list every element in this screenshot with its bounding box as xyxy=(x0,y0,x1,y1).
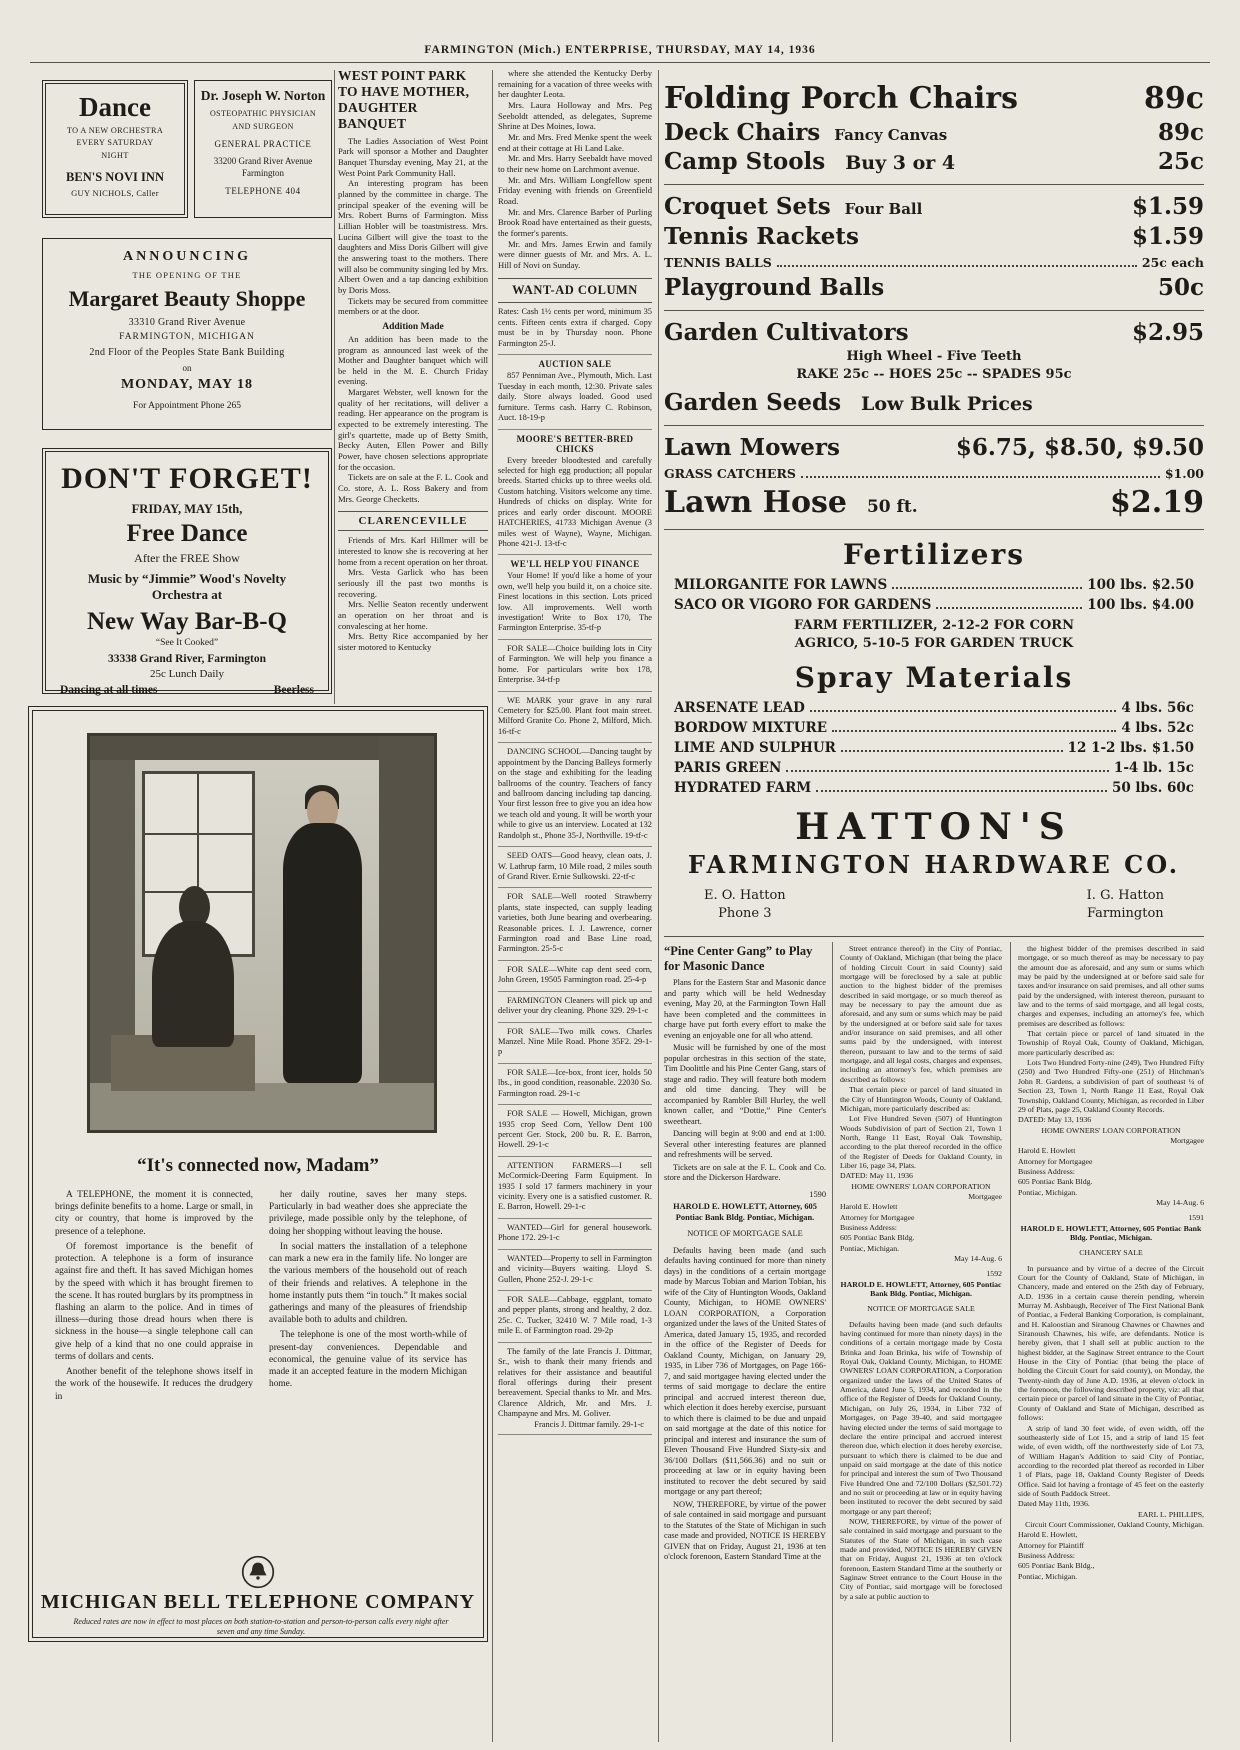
hardware-row xyxy=(664,388,1204,418)
legal-paragraph: Attorney for Plaintiff xyxy=(1018,1540,1085,1550)
store-city: Farmington xyxy=(1086,906,1164,922)
legal-column-b xyxy=(840,944,1002,1744)
item-name: Deck Chairs xyxy=(664,118,821,146)
article-paragraph: Mr. and Mrs. William Longfellow spent Friday evening with friends on Greenfield Road. xyxy=(498,174,652,206)
item-price: 25c each xyxy=(1141,255,1204,271)
legal-paragraph: 605 Pontiac Bank Bldg., xyxy=(1018,1561,1095,1571)
want-ad-signature: Francis J. Dittmar family. 29-1-c xyxy=(534,1419,644,1429)
article-paragraph: Tickets are on sale at the F. L. Cook and Co. store, A. L. Ross Bakery and from Mrs. George Checketts. xyxy=(338,472,488,504)
legal-paragraph: 605 Pontiac Bank Bldg. xyxy=(1018,1177,1093,1187)
want-ad xyxy=(498,640,652,692)
item-name: Folding Porch Chairs xyxy=(664,81,1018,116)
want-ad-head: MOORE'S BETTER-BRED CHICKS xyxy=(516,433,634,454)
bell-ad-column-1 xyxy=(55,1189,253,1406)
article-headline: WEST POINT PARK TO HAVE MOTHER, DAUGHTER BANQUET xyxy=(338,68,470,131)
legal-paragraph: Harold E. Howlett xyxy=(840,1202,898,1212)
legal-paragraph: Harold E. Howlett xyxy=(1018,1146,1076,1156)
dont-forget-event: Free Dance xyxy=(126,520,248,547)
legal-paragraph: Lot Five Hundred Seven (507) of Huntington Woods Subdivision of part of Section 21, Town 1 North, Range 11 East, Royal Oak Township, according to the plat thereof recorded in the office of the Register of Deeds for Oakland County, in Liber 16, page 34, Plats. xyxy=(840,1114,1002,1170)
article-paragraph: Dancing will begin at 9:00 and end at 1:00. Several other interesting features are planned and refreshments will be served. xyxy=(664,1129,826,1159)
article-paragraph: The Ladies Association of West Point Park will sponsor a Mother and Daughter Banquet Thursday evening, May 21, at the West Point Park Community Hall. xyxy=(338,135,488,178)
want-ad-text: Every breeder bloodtested and carefully selected for high egg production; all popular breeds. Started chicks up to three weeks old. Custom hatching. Visitors welcome any time. Hundreds of chicks on display. Write for prices and early order discount. MOORE HATCHERIES, 41733 Michigan Avenue (3 miles west of Wayne), Wayne, Michigan. Phone 421-J. 13-tf-c xyxy=(498,455,652,548)
want-ad-head: AUCTION SALE xyxy=(538,359,612,370)
article-paragraph: Mr. and Mrs. James Erwin and family were dinner guests of Mr. and Mrs. A. L. Hill of Novi on Sunday. xyxy=(498,238,652,270)
item-name: Lawn Mowers xyxy=(664,434,840,462)
column-rule xyxy=(832,942,833,1742)
ad-illustration xyxy=(87,733,437,1133)
masthead-rule xyxy=(30,62,1210,63)
legal-paragraph: Attorney for Mortgagee xyxy=(840,1212,915,1222)
legal-paragraph: Mortgagee xyxy=(968,1191,1002,1201)
item-price: 89c xyxy=(1143,81,1204,116)
norton-phone: TELEPHONE 404 xyxy=(225,186,301,197)
dance-ad-title: Dance xyxy=(79,92,151,122)
want-ad-text: FOR SALE—Ice-box, front icer, holds 50 lbs., in good condition, reasonable. 22030 So. Farmington road. 29-1-c xyxy=(498,1067,652,1098)
legal-paragraph: Business Address: xyxy=(1018,1166,1075,1176)
beauty-name: Margaret Beauty Shoppe xyxy=(68,286,306,311)
bell-fine-print: Reduced rates are now in effect to most places on both station-to-station and person-to-person calls every night after seven and any time Sunday. xyxy=(73,1617,449,1637)
legal-paragraph: In pursuance and by virtue of a decree of the Circuit Court for the County of Oakland, State of Michigan, in Chancery, made and entered on the 25th day of February, A.D. 1936 in a certain cause therein pending, wherein Murray M. Ashbaugh, Receiver of The First National Bank of Pontiac, a Federal Banking Corporation, is complainant, and H. Kaloostian and Siranoug Chawnes or Chawnes and Siranoush Chawnes, his wife, are defendants. Notice is hereby given, that I shall sell at public auction to the highest bidder, at the Saginaw Street entrance to the Court House in the City of Pontiac (that being the place of holding the Circuit Court for said county), on Monday, the Twenty-ninth day of June A.D. 1936, at eleven o'clock in the forenoon, the following described property, viz: all that certain piece or parcel of land situate in the City of Pontiac, County of Oakland and State of Michigan, described as follows: xyxy=(1018,1263,1204,1423)
legal-paragraph: HAROLD E. HOWLETT, Attorney, 605 Pontiac Bank Bldg. Pontiac, Michigan. xyxy=(1020,1223,1202,1242)
article-paragraph: An addition has been made to the program as announced last week of the Mother and Daughter banquet which will be held in the M. E. Church Friday evening. xyxy=(338,333,488,387)
dont-forget-date: FRIDAY, MAY 15th, xyxy=(131,502,243,516)
item-price: 4 lbs. 56c xyxy=(1121,699,1194,716)
legal-paragraph: HAROLD E. HOWLETT, Attorney, 605 Pontiac Bank Bldg. Pontiac, Michigan. xyxy=(673,1202,817,1222)
article-paragraph: Friends of Mrs. Karl Hillmer will be interested to know she is recovering at her home from a recent operation on her throat. xyxy=(338,535,488,567)
item-name: MILORGANITE FOR LAWNS xyxy=(674,576,888,593)
dance-ad-caller: GUY NICHOLS, Caller xyxy=(71,187,159,198)
legal-paragraph: A strip of land 30 feet wide, of even width, off the southeasterly side of Lot 15, and a strip of land 15 feet wide, of even width, off the northwesterly side of Lot 73, of William Hagan's Addition to said City of Pontiac, according to the recorded plat thereof as recorded in Liber 1 of Plats, page 18, Oakland County Register of Deeds Office. Said lot having a frontage of 45 feet on the easterly side of South Paddock Street. xyxy=(1018,1423,1204,1498)
item-price: 100 lbs. $4.00 xyxy=(1087,596,1194,613)
item-note: Four Ball xyxy=(844,200,923,219)
bell-ad-paragraph: Of foremost importance is the benefit of protection. A telephone is a form of insurance against fire and theft. It has saved Michigan homes by the speed with which it has brought firemen to the scene. It has routed burglars by its promptness in flashing an alarm to the police. And in times of illness—during those dread hours when there is sickness in the house—a single telephone call can give help of a kind that no one could appraise in terms of dollars and cents. xyxy=(55,1241,253,1362)
want-ad-text: ATTENTION FARMERS—I sell McCormick-Deering Farm Equipment. In 1935 I sold 17 farmers machinery in your vicinity. Every one is a satisfied customer. R. E. Barron, Howell. 29-1-c xyxy=(498,1160,652,1212)
hardware-row xyxy=(674,760,1194,776)
want-ad-text: WANTED—Property to sell in Farmington and vicinity—Buyers waiting. Lloyd S. Gullen, Phone 252-J. 29-1-c xyxy=(498,1253,652,1284)
section-rule xyxy=(664,936,1204,937)
item-price: $1.59 xyxy=(1131,193,1204,221)
spray-list xyxy=(664,700,1204,796)
dance-ad-subtitle: TO A NEW ORCHESTRA EVERY SATURDAY NIGHT xyxy=(66,126,164,160)
legal-paragraph: May 14-Aug. 6 xyxy=(1156,1197,1204,1207)
column-rule xyxy=(334,70,335,704)
item-price: $1.00 xyxy=(1164,466,1204,481)
legal-paragraph: Harold E. Howlett, xyxy=(1018,1530,1078,1540)
store-contact-right xyxy=(1087,887,1164,923)
column-rule xyxy=(492,70,493,1742)
beauty-date: MONDAY, MAY 18 xyxy=(120,377,254,392)
want-ad xyxy=(498,555,652,640)
ad-rule xyxy=(664,529,1204,530)
dont-forget-address: 33338 Grand River, Farmington xyxy=(107,652,267,665)
ad-rule xyxy=(664,425,1204,426)
legal-paragraph: HAROLD E. HOWLETT, Attorney, 605 Pontiac Bank Bldg. Pontiac, Michigan. xyxy=(840,1279,1002,1299)
hardware-row xyxy=(664,147,1204,177)
want-ad xyxy=(498,743,652,847)
legal-paragraph: NOTICE OF MORTGAGE SALE xyxy=(867,1304,975,1314)
legal-paragraph: HOME OWNERS' LOAN CORPORATION xyxy=(851,1181,991,1191)
want-ad-text: FOR SALE—Cabbage, eggplant, tomato and pepper plants, strong and healthy, 2 doz. 25c. C. Tucker, 32410 W. 7 Mile road, 1-3 mile E. of Farmington road. 29-2p xyxy=(498,1295,652,1336)
store-contact-left xyxy=(704,887,786,923)
item-note: Buy 3 or 4 xyxy=(845,152,956,175)
legal-paragraph: the highest bidder of the premises described in said mortgage, or so much thereof as may be necessary to pay the amount due as aforesaid, and any sum or sums which may be paid by the undersigned at or before said sale for taxes and/or insurance on said premises, and all other sums paid by the undersigned, with interest thereon, pursuant to law and to the terms of said mortgage, and all legal costs, charges and expenses, including an attorney's fee, which premises are described as follows: xyxy=(1018,944,1204,1028)
legal-notice xyxy=(1018,944,1204,1581)
legal-paragraph: Pontiac, Michigan. xyxy=(1018,1571,1078,1581)
beauty-phone: For Appointment Phone 265 xyxy=(133,401,241,411)
beauty-on: on xyxy=(182,363,192,373)
dont-forget-venue: New Way Bar-B-Q xyxy=(87,607,287,635)
beauty-opening: THE OPENING OF THE xyxy=(132,270,242,280)
bell-ad-paragraph: her daily routine, saves her many steps. Particularly in bad weather does she appreciate the privilege, made possible only by the telephone, of doing her shopping without leaving the house. xyxy=(269,1190,467,1237)
hardware-row xyxy=(674,577,1194,593)
column-rule xyxy=(1010,942,1011,1742)
masonic-body xyxy=(664,978,826,1184)
legal-paragraph: Pontiac, Michigan. xyxy=(840,1243,900,1253)
want-ad xyxy=(498,1291,652,1343)
article-paragraph: Tickets may be secured from committee members or at the door. xyxy=(338,295,488,317)
clarenceville-header: CLARENCEVILLE xyxy=(338,511,488,531)
ad-rule xyxy=(664,310,1204,311)
bell-telephone-ad xyxy=(28,706,488,1642)
hardware-row xyxy=(664,273,1204,303)
dotted-leader xyxy=(832,730,1116,732)
want-ad-text: The family of the late Francis J. Dittmar, Sr., wish to thank their many friends and relatives for their assistance and beautiful floral offerings during their present bereavement. Special thanks to Mr. and Mrs. Clarence Aldrich, Mr. and Mrs. J. Champayne and Mrs. M. Goliver. xyxy=(498,1346,652,1419)
article-paragraph: Music will be furnished by one of the most popular orchestras in this section of the state, Tim Doolittle and his Pine Center Gang, stars of stage and radio. They will feature both modern and old time dancing. They will be accompanied by Rambler Bill Hurley, the well known caller, and “Dottie,” Pine Center's sweetheart. xyxy=(664,1043,826,1126)
legal-paragraph: NOW, THEREFORE, by virtue of the power of sale contained in said mortgage and pursuant to the Statutes of the State of Michigan in such case made and provided, NOTICE IS HEREBY GIVEN that on Friday, August 21, 1936 at ten o'clock forenoon, Eastern Standard Time at the xyxy=(664,1499,826,1561)
want-ad xyxy=(498,1105,652,1157)
want-ad-head: WE'LL HELP YOU FINANCE xyxy=(510,559,640,570)
legal-paragraph: Defaults having been made (and such defaults having continued for more than ninety days) in the conditions of a certain mortgage made by Costa Brinka and Joan Brinka, his wife of Township of Royal Oak, Oakland County, Michigan, to HOME OWNERS' LOAN CORPORATION, a Corporation organized under the laws of the United States of America, dated June 5, 1934, and recorded in the office of the Register of Deeds for Oakland County, Michigan, on July 26, 1934, in Liber 732 of Mortgages, on Page 39-40, and said mortgagee having elected under the terms of said mortgage to declare the entire principal and accrued interest thereon due, which election it does hereby exercise, pursuant to which there is claimed to be due and unpaid on said mortgage at the date of this notice for principal and interest the sum of Two Thousand Five Hundred One and 72/100 Dollars ($2,501.72) and no suit or proceeding at law or in equity having been instituted to recover the debt secured by said mortgage or any part thereof; xyxy=(840,1319,1002,1516)
legal-paragraph: NOTICE OF MORTGAGE SALE xyxy=(687,1229,803,1238)
legal-paragraph: Attorney for Mortgagee xyxy=(1018,1156,1093,1166)
illustration-man xyxy=(152,921,235,1047)
legal-paragraph: May 14-Aug. 6 xyxy=(954,1254,1002,1263)
fertilizers-header: Fertilizers xyxy=(843,537,1025,571)
want-ad xyxy=(498,355,652,429)
want-ad-text: FOR SALE—White cap dent seed corn, John Green, 19505 Farmington road. 25-4-p xyxy=(498,964,652,985)
item-subnote: RAKE 25c -- HOES 25c -- SPADES 95c xyxy=(796,367,1072,383)
legal-paragraph: CHANCERY SALE xyxy=(1079,1248,1143,1258)
beauty-city: FARMINGTON, MICHIGAN xyxy=(119,332,255,342)
want-ad xyxy=(498,692,652,744)
bell-ad-paragraph: Another benefit of the telephone shows itself in the work of the housewife. It reduces the drudgery in xyxy=(55,1367,253,1402)
hardware-row xyxy=(664,255,1204,270)
item-price: 50c xyxy=(1157,274,1204,302)
norton-name: Dr. Joseph W. Norton xyxy=(200,88,326,103)
legal-notice xyxy=(840,944,1002,1601)
dont-forget-dancing: Dancing at all times xyxy=(60,683,158,696)
hardware-row xyxy=(664,484,1204,522)
legal-paragraph: Circuit Court Commissioner, Oakland County, Michigan. xyxy=(1025,1519,1204,1529)
dont-forget-title: DON'T FORGET! xyxy=(61,462,313,495)
item-note: 50 ft. xyxy=(866,497,918,517)
norton-ad xyxy=(194,80,332,218)
item-name: HYDRATED FARM xyxy=(674,779,812,796)
dont-forget-after: After the FREE Show xyxy=(134,551,240,565)
legal-paragraph: 1590 xyxy=(809,1189,826,1199)
social-notes xyxy=(498,68,652,270)
beauty-announcing: ANNOUNCING xyxy=(123,249,251,264)
hardware-ad xyxy=(664,80,1204,923)
item-note: Fancy Canvas xyxy=(834,125,948,144)
want-ad xyxy=(498,847,652,888)
norton-city: Farmington xyxy=(242,168,284,179)
fertilizer-list xyxy=(664,577,1204,613)
article-paragraph: Mrs. Vesta Garlick who has been seriously ill the past two months is recovering. xyxy=(338,567,488,599)
legal-paragraph: That certain piece or parcel of land situated in the Township of Royal Oak, County of Oakland, Michigan, more particularly described as: xyxy=(1018,1029,1204,1057)
hardware-row xyxy=(664,192,1204,222)
item-price: $1.59 xyxy=(1131,223,1204,251)
fertilizer-note: AGRICO, 5-10-5 FOR GARDEN TRUCK xyxy=(794,635,1074,651)
article-subhead: Addition Made xyxy=(382,321,444,332)
legal-paragraph: 605 Pontiac Bank Bldg. xyxy=(840,1233,915,1243)
dance-ad-venue: BEN'S NOVI INN xyxy=(66,169,164,184)
illustration-woman xyxy=(283,823,362,1083)
article-paragraph: Tickets are on sale at the F. L. Cook and Co. store and the Dickerson Hardware. xyxy=(664,1162,826,1182)
item-subnote: High Wheel - Five Teeth xyxy=(846,348,1022,364)
article-paragraph: Plans for the Eastern Star and Masonic dance and party which will be held Wednesday evening, May 20, at the Farmington Town Hall have been completed and the committees in charge have put forth every effort to make the evening an enjoyable one for all who attend. xyxy=(664,978,826,1040)
dont-forget-music: Music by “Jimmie” Wood's Novelty Orchestra at xyxy=(87,571,287,603)
article-paragraph: Mrs. Nellie Seaton recently underwent an operation on her throat and is convalescing at her home. xyxy=(338,599,488,631)
article-paragraph: Mr. and Mrs. Clarence Barber of Purling Brook Road have entertained as their guests, the former's parents. xyxy=(498,206,652,238)
item-price: 100 lbs. $2.50 xyxy=(1087,576,1194,593)
want-ad-text: WANTED—Girl for general housework. Phone 172. 29-1-c xyxy=(498,1222,652,1243)
hardware-row xyxy=(664,466,1204,481)
article-body xyxy=(338,136,488,317)
bell-ad-paragraph: The telephone is one of the most worth-while of present-day conveniences. Dependable and economical, the genuine value of its service has made it an accepted feature in the modern Michigan home. xyxy=(269,1330,467,1390)
dotted-leader xyxy=(810,710,1117,712)
bell-ad-headline: “It's connected now, Madam” xyxy=(137,1155,379,1176)
dotted-leader xyxy=(816,790,1107,792)
masonic-headline: “Pine Center Gang” to Play for Masonic Dance xyxy=(664,944,813,973)
store-name-full: FARMINGTON HARDWARE CO. xyxy=(687,849,1181,879)
hardware-row xyxy=(664,318,1204,348)
hardware-row xyxy=(664,222,1204,252)
bell-ad-paragraph: A TELEPHONE, the moment it is connected, brings definite benefits to a home. Large or small, in city or country, that home is improved by the presence of a telephone. xyxy=(55,1190,253,1237)
item-price: $6.75, $8.50, $9.50 xyxy=(955,434,1204,462)
legal-paragraph: Street entrance thereof) in the City of Pontiac, County of Oakland, Michigan (that being the place of holding Circuit Court in said County) said mortgage will be foreclosed by a sale at public auction to the highest bidder of the premises described in said mortgage, or so much thereof as may be necessary to pay the amount due as aforesaid, and any sum or sums which may be paid by the undersigned at or before said sale for taxes and/or insurance on said premises, and all other sums paid by the undersigned, with interest thereon, pursuant to law and to the terms of said mortgage, and all legal costs, charges and expenses, including an attorney's fee, which premises are described as follows: xyxy=(840,944,1002,1084)
want-ad-text: FOR SALE—Two milk cows. Charles Manzel. Nine Mile Road. Phone 35F2. 29-1-p xyxy=(498,1026,652,1057)
want-ad-text: FOR SALE—Well rooted Strawberry plants, state inspected, can supply leading varieties, both June bearing and overbearing. Reasonable prices. I. J. Lawrence, corner Farmington road and Base Line road, Farmington. 25-5-c xyxy=(498,892,652,954)
article-body xyxy=(338,334,488,505)
legal-paragraph: Defaults having been made (and such defaults having continued for more than ninety days) in the conditions of a certain mortgage made by Marcus Tobian and Marion Tobian, his wife of the City of Huntington Woods, Oakland County, Michigan, to HOME OWNERS' LOAN CORPORATION, a Corporation organized under the laws of the United States of America, dated January 15, 1935, and recorded in the office of the Register of Deeds for Oakland County, Michigan, on January 29, 1935, in Liber 736 of Mortgages, on Page 166-7, and said mortgagee having elected under the terms of said mortgage to declare the entire principal and accrued interest thereon due, which election it does hereby exercise, pursuant to which there is claimed to be due and unpaid on said mortgage at the date of this notice for principal and interest and insurance the sum of Eleven Thousand Five Hundred Sixty-six and 36/100 Dollars ($11,566.36) and no suit or proceeding at law or in equity having been instituted to recover the debt secured by said mortgage or any part thereof; xyxy=(664,1245,826,1496)
want-ad xyxy=(498,1250,652,1291)
column-rule xyxy=(658,70,659,1742)
dont-forget-tagline: “See It Cooked” xyxy=(155,637,219,648)
want-ad xyxy=(498,1343,652,1435)
owner-name: I. G. Hatton xyxy=(1086,887,1164,903)
want-ad xyxy=(498,1157,652,1219)
norton-address: 33200 Grand River Avenue xyxy=(213,155,313,166)
article-paragraph: An interesting program has been planned by the committee in charge. The principal speaker of the evening will be Mrs. Robert Burns of Farmington. Miss Lillian Hobler will be toastmistress. Mrs. Lucina Gilbert will give the toast to the daughters and Miss Doris Gilbert will give the answering toast to the mothers. There will also be community singing led by Mrs. Albert Owen and a tap dancing exhibition by Doris Moss. xyxy=(338,178,488,295)
dotted-leader xyxy=(777,265,1137,267)
item-price: 1-4 lb. 15c xyxy=(1113,759,1194,776)
legal-paragraph: EARL L. PHILLIPS, xyxy=(1138,1509,1204,1519)
article-paragraph: Mrs. Betty Rice accompanied by her sister motored to Kentucky xyxy=(338,631,488,652)
item-name: TENNIS BALLS xyxy=(664,255,772,271)
legal-paragraph: Business Address: xyxy=(1018,1550,1075,1560)
hardware-row xyxy=(674,597,1194,613)
want-ad-text: 857 Penniman Ave., Plymouth, Mich. Last Tuesday in each month, 12:30. Private sales daily. Store always loaded. Good used furniture. Terms cash. Harry C. Robinson, Auct. 18-19-p xyxy=(498,371,652,423)
item-name: Croquet Sets xyxy=(664,193,831,221)
want-ad xyxy=(498,430,652,556)
legal-paragraph: 1591 xyxy=(1188,1213,1204,1223)
legal-paragraph: Dated May 11th, 1936. xyxy=(1018,1499,1090,1509)
item-note: Low Bulk Prices xyxy=(861,393,1033,416)
want-ad xyxy=(498,1023,652,1064)
want-ad-text: WE MARK your grave in any rural Cemetery for $25.00. Plant foot main street. Milford Granite Co. Phone 2, Milford, Mich. 16-tf-c xyxy=(498,695,652,736)
item-name: Tennis Rackets xyxy=(664,223,859,251)
want-ad xyxy=(498,1064,652,1105)
hardware-row xyxy=(664,433,1204,463)
norton-practice: GENERAL PRACTICE xyxy=(214,138,312,149)
dotted-leader xyxy=(786,770,1109,772)
item-name: LIME AND SULPHUR xyxy=(674,739,836,756)
article-paragraph: Margaret Webster, well known for the quality of her recitations, will deliver a reading. Her appearance on the program is expected to be extremely interesting. The girl's quartette, made up of Betty Smith, Becky Auten, Ellen Power and Billy Power, have chosen selections appropriate for the occasion. xyxy=(338,387,488,472)
article-paragraph: Mr. and Mrs. Harry Seebaldt have moved to their new home on Larchmont avenue. xyxy=(498,153,652,174)
legal-paragraph: Pontiac, Michigan. xyxy=(1018,1187,1078,1197)
want-ad-list xyxy=(498,355,652,1434)
item-price: $2.95 xyxy=(1131,318,1204,346)
beauty-address: 33310 Grand River Avenue xyxy=(128,317,246,328)
article-paragraph: where she attended the Kentucky Derby remaining for a vacation of three weeks with her daughter Leota. xyxy=(498,68,652,100)
want-ad-text: FOR SALE — Howell, Michigan, grown 1935 crop Seed Corn, Yellow Dent 100 percent Ger. Stock, 200 bu. R. E. Barron, Howell. 29-1-c xyxy=(498,1109,652,1150)
legal-paragraph: Lots Two Hundred Forty-nine (249), Two Hundred Fifty (250) and Two Hundred Fifty-one (251) of Hitchman's John R. Gardens, a subdivision of part of southeast ¼ of Section 23, Town 1, North Range 11 East, Royal Oak Township, Oakland County, Michigan, as recorded in Liber 29 of Plats, page 25, Oakland County Records. xyxy=(1018,1058,1204,1114)
legal-paragraph: Business Address: xyxy=(840,1222,897,1232)
want-ad xyxy=(498,888,652,961)
fertilizer-note: FARM FERTILIZER, 2-12-2 FOR CORN xyxy=(794,617,1074,633)
bell-company-name: MICHIGAN BELL TELEPHONE COMPANY xyxy=(40,1591,476,1613)
item-name: BORDOW MIXTURE xyxy=(674,719,828,736)
item-name: Lawn Hose xyxy=(664,485,847,520)
item-name: GRASS CATCHERS xyxy=(664,466,796,481)
want-ad-rates: Rates: Cash 1½ cents per word, minimum 35 cents. Fifteen cents extra if charged. Copy must be in by Thursday noon. Phone Farmington 25-J. xyxy=(498,307,652,355)
legal-notice xyxy=(664,1190,826,1563)
item-name: ARSENATE LEAD xyxy=(674,699,805,716)
item-name: Camp Stools xyxy=(664,148,826,176)
owner-name: E. O. Hatton xyxy=(704,887,786,903)
dance-ad xyxy=(42,80,188,218)
item-price: 12 1-2 lbs. $1.50 xyxy=(1067,739,1194,756)
dont-forget-ad xyxy=(42,448,332,694)
dotted-leader xyxy=(892,587,1082,589)
item-price: 89c xyxy=(1157,118,1204,146)
article-paragraph: Mrs. Laura Holloway and Mrs. Peg Seeboldt attended, as delegates, Supreme Shrine at Des Moines, Iowa. xyxy=(498,99,652,132)
store-name: HATTON'S xyxy=(795,805,1073,848)
hardware-row xyxy=(674,720,1194,736)
hardware-row xyxy=(674,740,1194,756)
want-ad xyxy=(498,1219,652,1250)
want-ad-text: FARMINGTON Cleaners will pick up and deliver your dry cleaning. Phone 329. 29-1-c xyxy=(498,995,652,1016)
want-ad-text: DANCING SCHOOL—Dancing taught by appointment by the Dancing Balleys formerly on the stage and exhibiting for the leading ballrooms of the country. Teachers of fancy and ballroom dancing including tap dancing. Your first lesson free to give you an idea how we teach old and young. It will be worth your while to give us an interview. Located at 132 Randolph st., Phone 35-J, Northville. 19-tf-c xyxy=(498,747,652,840)
hardware-row xyxy=(664,80,1204,118)
bell-system-logo-icon xyxy=(241,1555,275,1594)
dont-forget-beerless: Beerless xyxy=(273,683,314,696)
article-column xyxy=(338,68,488,704)
dotted-leader xyxy=(936,607,1082,609)
item-name: Playground Balls xyxy=(664,274,885,302)
beauty-floor: 2nd Floor of the Peoples State Bank Building xyxy=(89,347,285,358)
dotted-leader xyxy=(841,750,1063,752)
clarenceville-body xyxy=(338,535,488,652)
legal-column-a xyxy=(664,944,826,1744)
bell-ad-paragraph: In social matters the installation of a telephone can mark a new era in the family life. No longer are the various members of the household out of reach of their friends and relatives. A telephone in the home instantly puts them “in touch.” It makes social gatherings and many of the pleasures of friendship available both to adults and children. xyxy=(269,1241,467,1326)
store-phone: Phone 3 xyxy=(718,906,772,922)
want-ad-text: FOR SALE—Choice building lots in City of Farmington. We will help you finance a home. For particulars write box 178, Enterprise. 34-tf-p xyxy=(498,643,652,685)
norton-subtitle: OSTEOPATHIC PHYSICIAN AND SURGEON xyxy=(209,109,317,131)
article-paragraph: Mr. and Mrs. Fred Menke spent the week end at their cottage at Hi Land Lake. xyxy=(498,131,652,153)
dotted-leader xyxy=(801,476,1160,478)
legal-paragraph: HOME OWNERS' LOAN CORPORATION xyxy=(1041,1125,1181,1135)
hardware-row xyxy=(664,118,1204,148)
want-ad-text: Your Home! If you'd like a home of your own, we'll help you build it, on a choice site. Finest locations in this section. Lots priced low. All improvements. Well worth investigation! Write to Box 170, The Farmington Enterprise. 35-tf-p xyxy=(498,571,652,633)
legal-paragraph: DATED: May 11, 1936 xyxy=(840,1171,913,1181)
want-ad-text: SEED OATS—Good heavy, clean oats, J. W. Lathrup farm, 10 Mile road, 2 miles south of Grand River. Ernie Sulkowski. 22-tf-c xyxy=(498,851,652,881)
illustration-curtain xyxy=(379,736,434,1091)
legal-paragraph: That certain piece or parcel of land situated in the City of Huntington Woods, County of Oakland, Michigan, more particularly described as: xyxy=(840,1085,1002,1113)
item-price: 4 lbs. 52c xyxy=(1121,719,1194,736)
masthead: FARMINGTON (Mich.) ENTERPRISE, THURSDAY, MAY 14, 1936 xyxy=(424,44,816,56)
item-name: Garden Seeds xyxy=(664,389,842,417)
want-ad xyxy=(498,992,652,1023)
spray-header: Spray Materials xyxy=(794,660,1074,694)
hardware-row xyxy=(674,700,1194,716)
want-ad xyxy=(498,961,652,992)
item-name: Garden Cultivators xyxy=(664,318,909,346)
item-name: PARIS GREEN xyxy=(674,759,782,776)
legal-column-c xyxy=(1018,944,1204,1744)
legal-paragraph: DATED: May 13, 1936 xyxy=(1018,1115,1092,1125)
dont-forget-lunch: 25c Lunch Daily xyxy=(150,667,224,680)
item-name: SACO OR VIGORO FOR GARDENS xyxy=(674,596,932,613)
hardware-row xyxy=(674,780,1194,796)
beauty-shoppe-ad xyxy=(42,238,332,430)
ad-rule xyxy=(664,184,1204,185)
item-price: 50 lbs. 60c xyxy=(1111,779,1194,796)
item-price: 25c xyxy=(1157,148,1204,176)
legal-paragraph: NOW, THEREFORE, by virtue of the power of sale contained in said mortgage and pursuant to the Statutes of the State of Michigan, in such case made and provided, NOTICE IS HEREBY GIVEN that on Friday, August 21, 1936 at ten o'clock forenoon, Eastern Standard Time at the southerly or Saginaw Street entrance to the Court House in the City of Pontiac, said mortgage will be foreclosed by a sale at public auction to xyxy=(840,1516,1002,1601)
legal-paragraph: 1592 xyxy=(986,1269,1002,1279)
legal-paragraph: Mortgagee xyxy=(1170,1135,1204,1145)
want-ad-header: WANT-AD COLUMN xyxy=(498,278,652,303)
item-price: $2.19 xyxy=(1110,485,1204,520)
bell-ad-column-2 xyxy=(269,1189,467,1406)
want-ad-column xyxy=(498,68,652,1742)
